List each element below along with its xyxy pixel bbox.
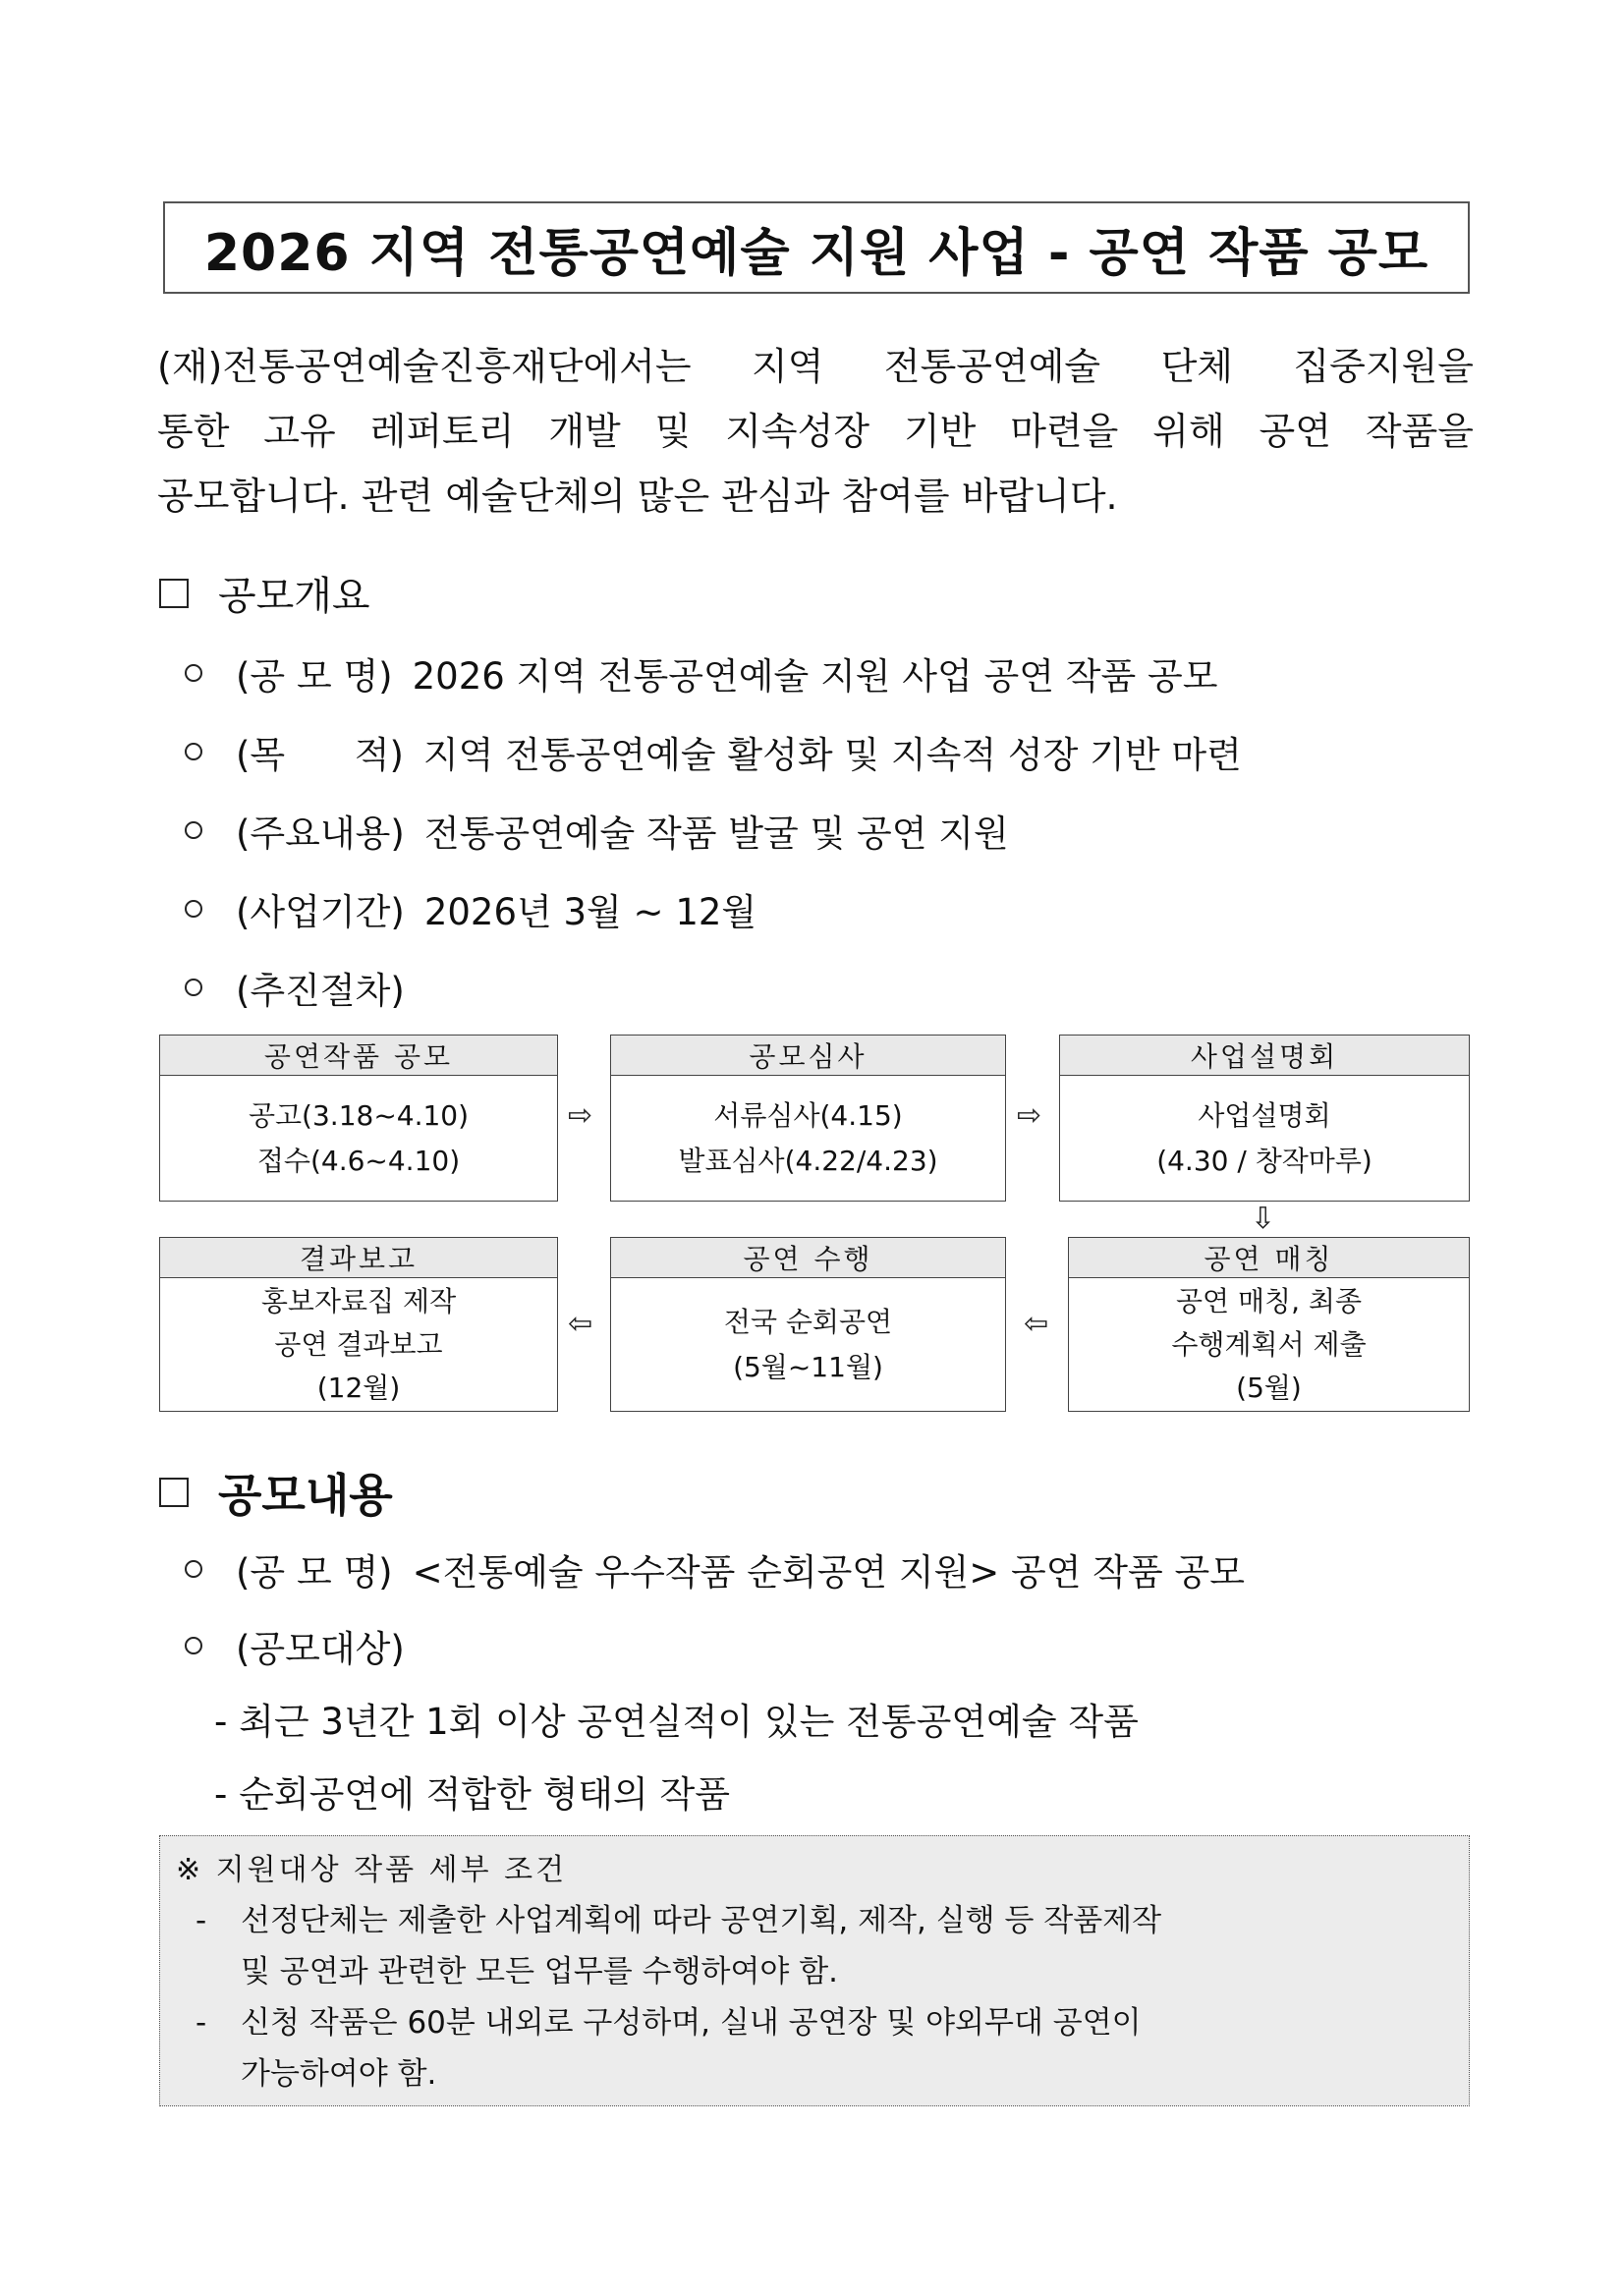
process-step-line: 홍보자료집 제작 xyxy=(260,1285,457,1317)
item-label: (목 적) xyxy=(236,734,404,776)
item-label: (주요내용) xyxy=(236,812,405,855)
content-heading: 공모내용 xyxy=(218,1469,393,1522)
intro-line: 통한 고유 레퍼토리 개발 및 지속성장 기반 마련을 위해 공연 작품을 xyxy=(157,410,1474,453)
down-arrow-icon: ⇩ xyxy=(1251,1202,1276,1236)
note-dash: - xyxy=(196,2005,207,2041)
item-label: (추진절차) xyxy=(236,970,405,1012)
process-step-body xyxy=(160,1278,557,1412)
title-box xyxy=(163,201,1470,294)
item-label: (공 모 명) xyxy=(236,655,393,698)
left-arrow-icon: ⇦ xyxy=(1024,1307,1049,1341)
process-step-title: 결과보고 xyxy=(160,1238,557,1278)
process-step-body xyxy=(1069,1278,1469,1412)
overview-heading: 공모개요 xyxy=(218,574,370,619)
process-step-title: 공연 수행 xyxy=(611,1238,1005,1278)
process-step-line: 수행계획서 제출 xyxy=(1171,1328,1367,1361)
conditions-note-box xyxy=(159,1835,1470,2106)
note-item xyxy=(176,1997,1453,2100)
process-step xyxy=(1068,1237,1470,1412)
process-step-line: 발표심사(4.22/4.23) xyxy=(678,1145,938,1177)
process-step-line: (4.30 / 창작마루) xyxy=(1156,1145,1372,1177)
circle-bullet-icon xyxy=(185,1637,202,1654)
process-step-body xyxy=(160,1076,557,1202)
circle-bullet-icon xyxy=(185,1560,202,1578)
note-line: 신청 작품은 60분 내외로 구성하며, 실내 공연장 및 야외무대 공연이 xyxy=(241,2005,1142,2041)
note-line: 및 공연과 관련한 모든 업무를 수행하여야 함. xyxy=(241,1954,839,1989)
process-step-body xyxy=(1060,1076,1469,1202)
content-item xyxy=(185,1542,1245,1596)
intro-line: 공모합니다. 관련 예술단체의 많은 관심과 참여를 바랍니다. xyxy=(157,475,1118,518)
process-step-line: (5월) xyxy=(1236,1372,1302,1404)
process-step-title: 공연 매칭 xyxy=(1069,1238,1469,1278)
process-step-title: 공연작품 공모 xyxy=(160,1036,557,1076)
process-step xyxy=(159,1035,558,1202)
process-step-body xyxy=(611,1278,1005,1412)
content-item xyxy=(185,1619,424,1672)
process-step-line: 공고(3.18~4.10) xyxy=(248,1099,470,1132)
left-arrow-icon: ⇦ xyxy=(568,1307,593,1341)
note-item xyxy=(176,1895,1453,1997)
target-line: - 순회공연에 적합한 형태의 작품 xyxy=(214,1773,731,1816)
process-step-line: 서류심사(4.15) xyxy=(713,1099,903,1132)
square-bullet-icon xyxy=(159,1478,189,1507)
note-title: ※ 지원대상 작품 세부 조건 xyxy=(176,1853,568,1887)
target-line: - 최근 3년간 1회 이상 공연실적이 있는 전통공연예술 작품 xyxy=(214,1701,1139,1743)
process-step-line: 사업설명회 xyxy=(1198,1099,1331,1132)
intro-paragraph xyxy=(157,334,1474,529)
process-step-line: 공연 결과보고 xyxy=(274,1328,443,1361)
right-arrow-icon: ⇨ xyxy=(568,1098,593,1133)
item-text: 2026 지역 전통공연예술 지원 사업 공연 작품 공모 xyxy=(412,655,1218,698)
process-step-line: (12월) xyxy=(316,1372,401,1404)
process-step-line: 접수(4.6~4.10) xyxy=(256,1145,461,1177)
overview-item xyxy=(185,804,1009,857)
circle-bullet-icon xyxy=(185,900,202,918)
overview-section-header xyxy=(159,565,370,621)
process-step-line: 공연 매칭, 최종 xyxy=(1176,1285,1362,1317)
intro-line: (재)전통공연예술진흥재단에서는 지역 전통공연예술 단체 집중지원을 xyxy=(157,345,1474,388)
process-step xyxy=(1059,1035,1470,1202)
note-dash: - xyxy=(196,1903,207,1938)
process-step-line: (5월~11월) xyxy=(733,1351,883,1383)
process-step xyxy=(610,1035,1006,1202)
square-bullet-icon xyxy=(159,579,189,608)
item-text: <전통예술 우수작품 순회공연 지원> 공연 작품 공모 xyxy=(412,1551,1246,1594)
process-step xyxy=(610,1237,1006,1412)
circle-bullet-icon xyxy=(185,979,202,996)
overview-item xyxy=(185,961,424,1014)
overview-item xyxy=(185,725,1242,778)
item-label: (공 모 명) xyxy=(236,1551,393,1594)
process-step xyxy=(159,1237,558,1412)
overview-item xyxy=(185,646,1217,700)
process-step-line: 전국 순회공연 xyxy=(723,1306,893,1338)
item-label: (사업기간) xyxy=(236,891,405,933)
item-label: (공모대상) xyxy=(236,1628,405,1670)
item-text: 전통공연예술 작품 발굴 및 공연 지원 xyxy=(423,812,1009,855)
content-section-header xyxy=(159,1460,393,1525)
circle-bullet-icon xyxy=(185,743,202,760)
right-arrow-icon: ⇨ xyxy=(1017,1098,1042,1133)
process-step-title: 공모심사 xyxy=(611,1036,1005,1076)
circle-bullet-icon xyxy=(185,664,202,682)
circle-bullet-icon xyxy=(185,821,202,839)
process-step-title: 사업설명회 xyxy=(1060,1036,1469,1076)
process-step-body xyxy=(611,1076,1005,1202)
item-text: 지역 전통공연예술 활성화 및 지속적 성장 기반 마련 xyxy=(422,734,1242,776)
page-title: 2026 지역 전통공연예술 지원 사업 - 공연 작품 공모 xyxy=(203,223,1429,283)
note-line: 선정단체는 제출한 사업계획에 따라 공연기획, 제작, 실행 등 작품제작 xyxy=(241,1903,1162,1938)
item-text: 2026년 3월 ~ 12월 xyxy=(423,891,757,933)
note-line: 가능하여야 함. xyxy=(241,2056,437,2092)
overview-item xyxy=(185,882,756,935)
